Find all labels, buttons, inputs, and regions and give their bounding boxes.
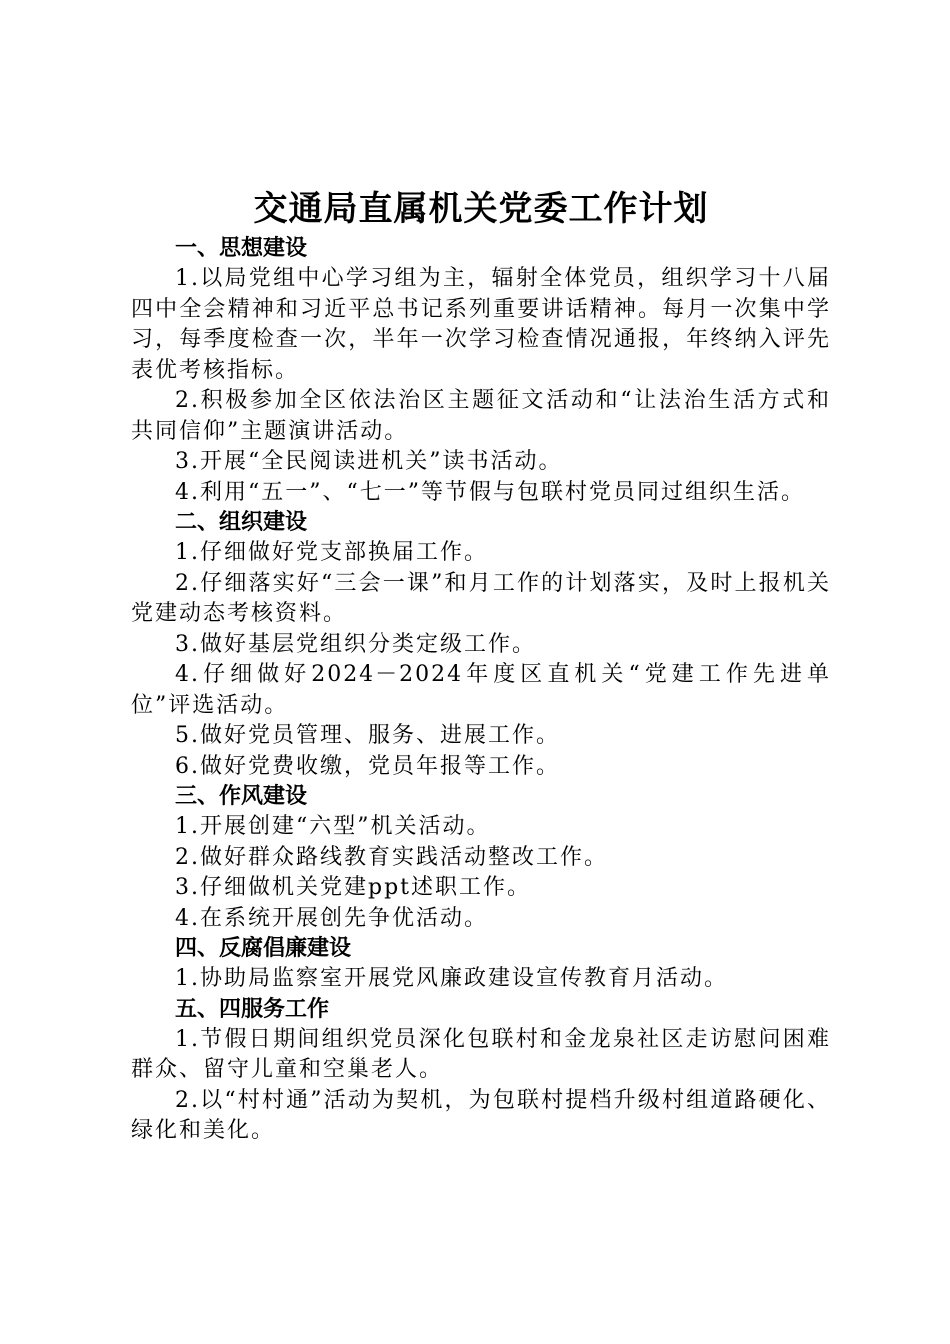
section-heading: 三、作风建设 [175,784,308,809]
paragraph: 2.仔细落实好“三会一课”和月工作的计划落实，及时上报机关党建动态考核资料。 [131,570,831,626]
document-page [131,186,831,1147]
paragraph: 1.开展创建“六型”机关活动。 [175,814,491,839]
paragraph: 3.仔细做机关党建ppt述职工作。 [175,875,531,900]
paragraph: 2.以“村村通”活动为契机，为包联村提档升级村组道路硬化、绿化和美化。 [131,1087,831,1143]
paragraph: 1.仔细做好党支部换届工作。 [175,540,488,565]
document-title: 交通局直属机关党委工作计划 [253,189,709,229]
section-heading: 二、组织建设 [175,510,308,535]
section-anti-corruption [131,934,831,995]
paragraph: 1.协助局监察室开展党风廉政建设宣传教育月活动。 [175,966,728,991]
section-heading: 五、四服务工作 [175,996,330,1022]
paragraph: 3.开展“全民阅读进机关”读书活动。 [175,449,563,474]
section-heading: 四、反腐倡廉建设 [175,936,352,961]
section-organization [131,508,831,782]
section-ideology [131,234,831,508]
paragraph: 5.做好党员管理、服务、进展工作。 [175,723,560,748]
paragraph: 2.积极参加全区依法治区主题征文活动和“让法治生活方式和共同信仰”主题演讲活动。 [131,388,831,444]
paragraph: 1.以局党组中心学习组为主，辐射全体党员，组织学习十八届四中全会精神和习近平总书记系列重要讲话精神。每月一次集中学习，每季度检查一次，半年一次学习检查情况通报，年终纳入评先表优考核指标。 [131,266,831,383]
paragraph: 6.做好党费收缴，党员年报等工作。 [175,753,560,779]
paragraph: 4.在系统开展创先争优活动。 [175,905,488,931]
section-service-work [131,995,831,1147]
paragraph: 3.做好基层党组织分类定级工作。 [175,631,536,657]
paragraph: 1.节假日期间组织党员深化包联村和金龙泉社区走访慰问困难群众、留守儿童和空巢老人。 [131,1026,831,1082]
section-heading: 一、思想建设 [175,236,308,261]
paragraph: 4.利用“五一”、“七一”等节假与包联村党员同过组织生活。 [175,479,805,505]
paragraph: 4.仔细做好2024－2024年度区直机关“党建工作先进单位”评选活动。 [131,662,831,718]
paragraph: 2.做好群众路线教育实践活动整改工作。 [175,844,608,870]
section-work-style [131,782,831,934]
